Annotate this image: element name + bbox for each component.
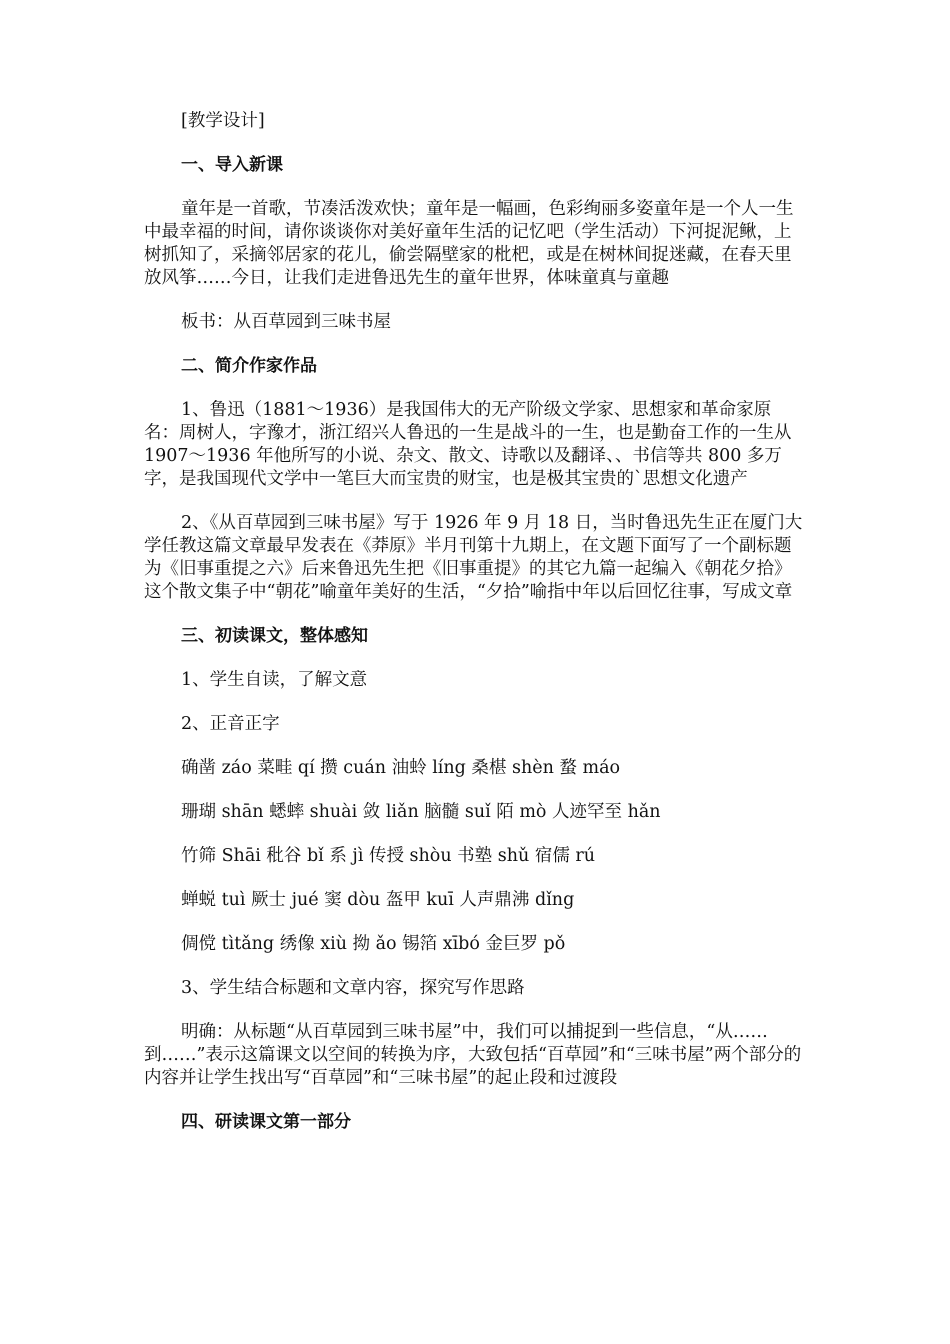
pinyin-row-2: 珊瑚 shān 蟋蟀 shuài 敛 liǎn 脑髓 suǐ 陌 mò 人迹罕至 hǎn	[181, 802, 661, 822]
pinyin-row-3: 竹筛 Shāi 秕谷 bǐ 系 jì 传授 shòu 书塾 shǔ 宿儒 rú	[181, 846, 596, 866]
pinyin-row-4: 蝉蜕 tuì 厥士 jué 窦 dòu 盔甲 kuī 人声鼎沸 dǐng	[181, 890, 575, 910]
step-structure: 3、学生结合标题和文章内容，探究写作思路	[181, 978, 525, 998]
heading-part-one: 四、研读课文第一部分	[181, 1112, 351, 1132]
step-pronunciation: 2、正音正字	[181, 714, 280, 734]
paragraph-intro: 童年是一首歌，节凑活泼欢快；童年是一幅画，色彩绚丽多姿童年是一个人一生中最幸福的时间，请你谈谈你对美好童年生活的记忆吧（学生活动）下河捉泥鳅，上树抓知了，采摘邻居家的花儿，偷尝隔壁家的枇杷，或是在树林间捉迷藏，在春天里放风筝……今日，让我们走进鲁迅先生的童年世界，体味童真与童趣	[144, 199, 794, 288]
heading-intro: 一、导入新课	[181, 155, 283, 175]
section-label: [教学设计]	[181, 111, 265, 131]
pinyin-row-1: 确凿 záo 菜畦 qí 攒 cuán 油蛉 líng 桑椹 shèn 蝥 máo	[181, 758, 621, 778]
document-body	[144, 110, 804, 1155]
paragraph-author-2: 2、《从百草园到三味书屋》写于 1926 年 9 月 18 日，当时鲁迅先生正在厦门大学任教这篇文章最早发表在《莽原》半月刊第十九期上，在文题下面写了一个副标题为《旧事重提之六》后来鲁迅先生把《旧事重提》的其它九篇一起编入《朝花夕拾》这个散文集子中“朝花”喻童年美好的生活，“夕拾”喻指中年以后回忆往事，写成文章	[144, 513, 803, 602]
heading-first-reading: 三、初读课文，整体感知	[181, 626, 368, 646]
paragraph-author-1: 1、鲁迅（1881～1936）是我国伟大的无产阶级文学家、思想家和革命家原名：周树人，字豫才，浙江绍兴人鲁迅的一生是战斗的一生，也是勤奋工作的一生从 1907～1936 年他所写的小说、杂文、散文、诗歌以及翻译、、书信等共 800 多万字，是我国现代文学中一笔巨大而宝贵的财宝，也是极其宝贵的`思想文化遗产	[144, 400, 792, 489]
step-self-reading: 1、学生自读，了解文意	[181, 670, 368, 690]
pinyin-row-5: 倜傥 tìtǎng 绣像 xiù 拗 ǎo 锡箔 xībó 金巨罗 pǒ	[181, 934, 566, 954]
heading-author: 二、简介作家作品	[181, 356, 317, 376]
paragraph-clarify: 明确：从标题“从百草园到三味书屋”中，我们可以捕捉到一些信息，“从……到……”表示这篇课文以空间的转换为序，大致包括“百草园”和“三味书屋”两个部分的内容并让学生找出写“百草园”和“三味书屋”的起止段和过渡段	[144, 1022, 802, 1088]
board-title: 板书：从百草园到三味书屋	[181, 312, 391, 332]
